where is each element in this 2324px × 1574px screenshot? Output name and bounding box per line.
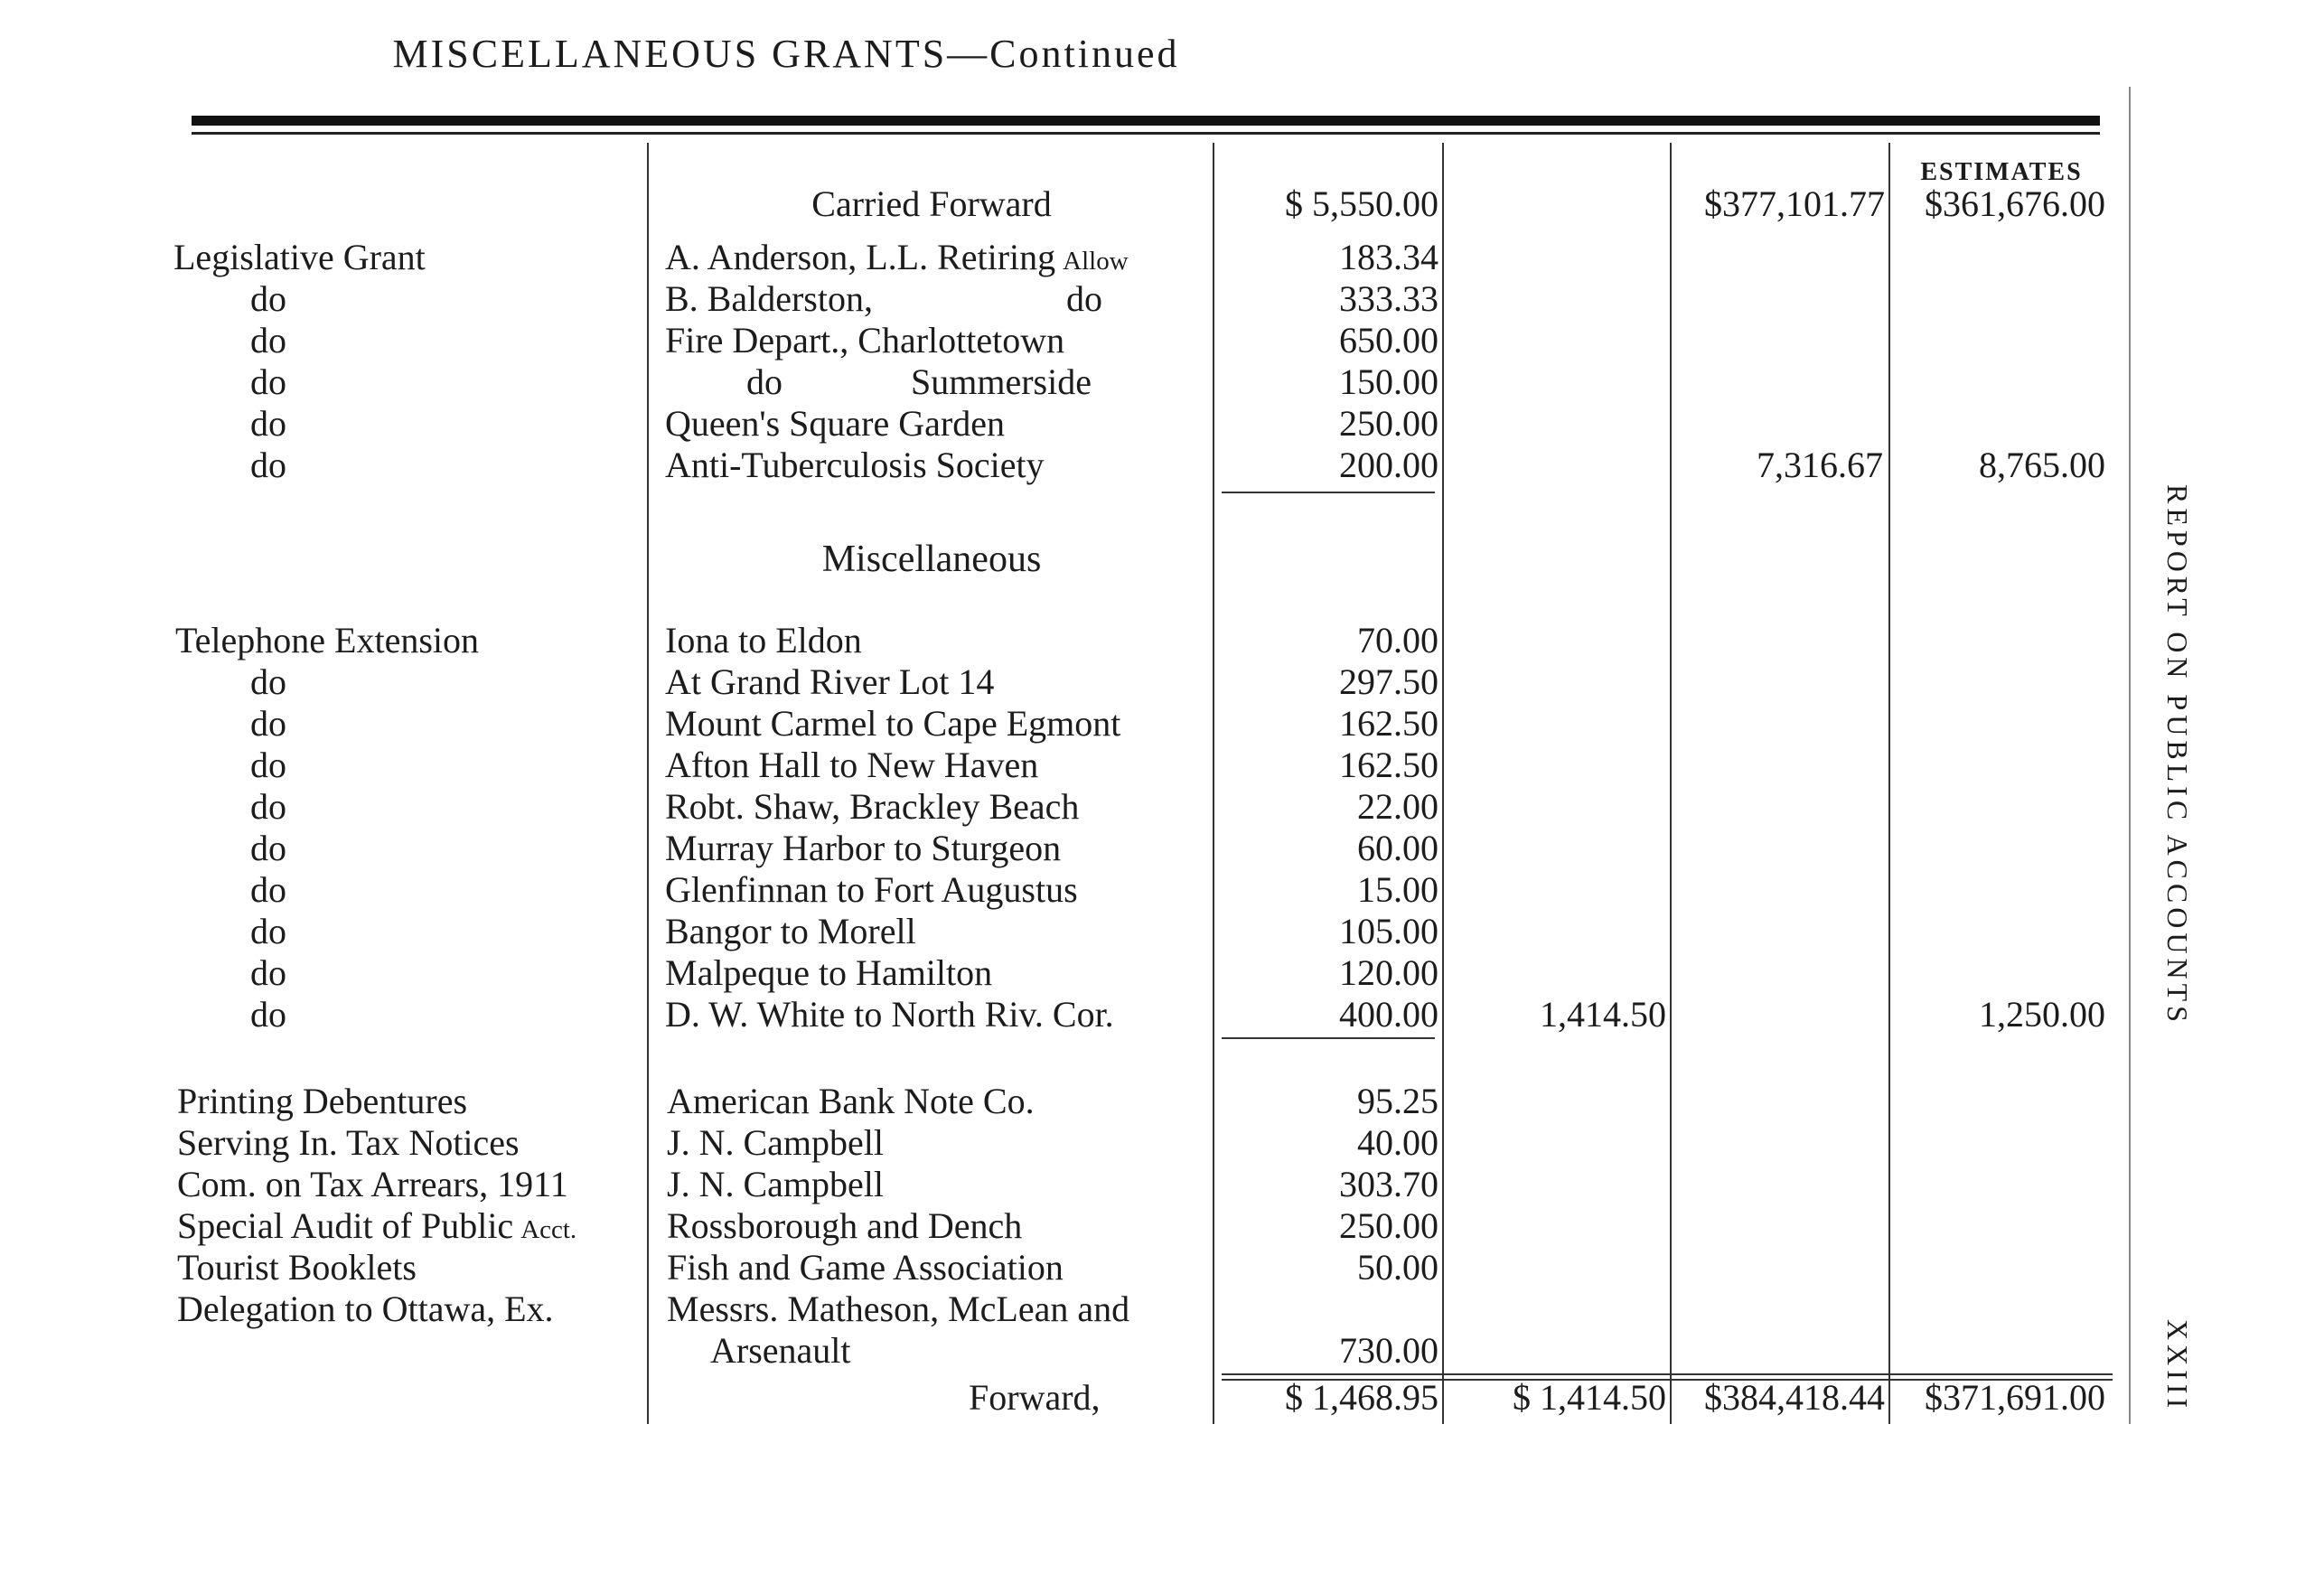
header-rule-thin	[192, 132, 2100, 135]
description-ditto: do	[1066, 278, 1102, 319]
amount: 303.70	[1339, 1164, 1438, 1204]
amount: 162.50	[1339, 703, 1438, 744]
column-divider	[1888, 143, 1890, 1424]
description: Glenfinnan to Fort Augustus	[665, 869, 1078, 910]
item-label: do	[250, 703, 286, 744]
subtotal-rule	[1222, 1037, 1435, 1039]
amount: 730.00	[1339, 1330, 1438, 1371]
estimates-heading: ESTIMATES	[1920, 158, 2083, 186]
item-label: Com. on Tax Arrears, 1911	[177, 1164, 568, 1204]
amount: 60.00	[1357, 828, 1438, 868]
item-label: Delegation to Ottawa, Ex.	[177, 1288, 554, 1329]
column-divider	[1670, 143, 1672, 1424]
header-rule-thick	[192, 116, 2100, 126]
description: Anti-Tuberculosis Society	[665, 445, 1045, 485]
amount: 162.50	[1339, 745, 1438, 785]
description: Mount Carmel to Cape Egmont	[665, 703, 1121, 744]
running-header: REPORT ON PUBLIC ACCOUNTS	[2161, 484, 2194, 1026]
item-label: do	[250, 445, 286, 485]
description: A. Anderson, L.L. Retiring Allow	[665, 237, 1129, 277]
column-divider	[1442, 143, 1444, 1424]
amount: 50.00	[1357, 1247, 1438, 1288]
description: Iona to Eldon	[665, 620, 862, 661]
item-label: do	[250, 361, 286, 402]
item-label: do	[250, 278, 286, 319]
description: Summerside	[911, 361, 1092, 402]
amount: 400.00	[1339, 994, 1438, 1035]
description: D. W. White to North Riv. Cor.	[665, 994, 1114, 1035]
carried-forward-estimate: $361,676.00	[1925, 183, 2105, 224]
item-label: do	[250, 911, 286, 951]
column-divider	[647, 143, 649, 1424]
item-label: do	[250, 403, 286, 444]
amount: 250.00	[1339, 403, 1438, 444]
description: Murray Harbor to Sturgeon	[665, 828, 1062, 868]
item-label: do	[250, 661, 286, 702]
item-label: Serving In. Tax Notices	[177, 1122, 520, 1163]
item-label: do	[250, 320, 286, 361]
page-number: XXIII	[2161, 1319, 2194, 1413]
description: J. N. Campbell	[667, 1164, 884, 1204]
amount: 297.50	[1339, 661, 1438, 702]
description: Fire Depart., Charlottetown	[665, 320, 1065, 361]
amount: 150.00	[1339, 361, 1438, 402]
section-total: 7,316.67	[1757, 445, 1883, 485]
amount: 183.34	[1339, 237, 1438, 277]
description: Robt. Shaw, Brackley Beach	[665, 786, 1080, 827]
description: Rossborough and Dench	[667, 1205, 1023, 1246]
item-label: Special Audit of Public Acct.	[177, 1205, 577, 1246]
amount: 250.00	[1339, 1205, 1438, 1246]
description: American Bank Note Co.	[667, 1081, 1035, 1121]
amount: 333.33	[1339, 278, 1438, 319]
item-label: do	[250, 994, 286, 1035]
description-ditto: do	[746, 361, 782, 402]
description-continued: Arsenault	[710, 1330, 851, 1371]
forward-estimate: $371,691.00	[1925, 1377, 2105, 1418]
carried-forward-amount: $ 5,550.00	[1285, 183, 1438, 224]
item-label: do	[250, 869, 286, 910]
description: Bangor to Morell	[665, 911, 916, 951]
page-edge-line	[2129, 87, 2131, 1424]
amount: 105.00	[1339, 911, 1438, 951]
item-label: do	[250, 745, 286, 785]
description: Malpeque to Hamilton	[665, 952, 993, 993]
description: J. N. Campbell	[667, 1122, 884, 1163]
amount: 22.00	[1357, 786, 1438, 827]
description: B. Balderston,	[665, 278, 873, 319]
amount: 120.00	[1339, 952, 1438, 993]
item-label: do	[250, 786, 286, 827]
section-estimate: 8,765.00	[1979, 445, 2105, 485]
forward-amount: $ 1,468.95	[1285, 1377, 1438, 1418]
item-label: Telephone Extension	[175, 620, 479, 661]
amount: 70.00	[1357, 620, 1438, 661]
carried-forward-total: $377,101.77	[1704, 183, 1885, 224]
amount: 650.00	[1339, 320, 1438, 361]
description: Queen's Square Garden	[665, 403, 1005, 444]
column-divider	[1213, 143, 1214, 1424]
total-rule	[1222, 1373, 2113, 1375]
carried-forward-label: Carried Forward	[811, 183, 1052, 224]
amount: 15.00	[1357, 869, 1438, 910]
item-label: Legislative Grant	[173, 237, 426, 277]
amount: 40.00	[1357, 1122, 1438, 1163]
item-label: do	[250, 952, 286, 993]
description: At Grand River Lot 14	[665, 661, 995, 702]
subtotal-rule	[1222, 492, 1435, 493]
forward-label: Forward,	[969, 1377, 1101, 1418]
item-label: Tourist Booklets	[177, 1247, 417, 1288]
description: Messrs. Matheson, McLean and	[667, 1288, 1130, 1329]
forward-col2: $ 1,414.50	[1513, 1377, 1666, 1418]
description: Fish and Game Association	[667, 1247, 1064, 1288]
amount: 95.25	[1357, 1081, 1438, 1121]
item-label: do	[250, 828, 286, 868]
section-estimate: 1,250.00	[1979, 994, 2105, 1035]
section-total: 1,414.50	[1540, 994, 1666, 1035]
description: Afton Hall to New Haven	[665, 745, 1039, 785]
item-label: Printing Debentures	[177, 1081, 468, 1121]
forward-col3: $384,418.44	[1704, 1377, 1885, 1418]
page-title: MISCELLANEOUS GRANTS—Continued	[392, 32, 1180, 76]
miscellaneous-heading: Miscellaneous	[821, 539, 1042, 580]
amount: 200.00	[1339, 445, 1438, 485]
